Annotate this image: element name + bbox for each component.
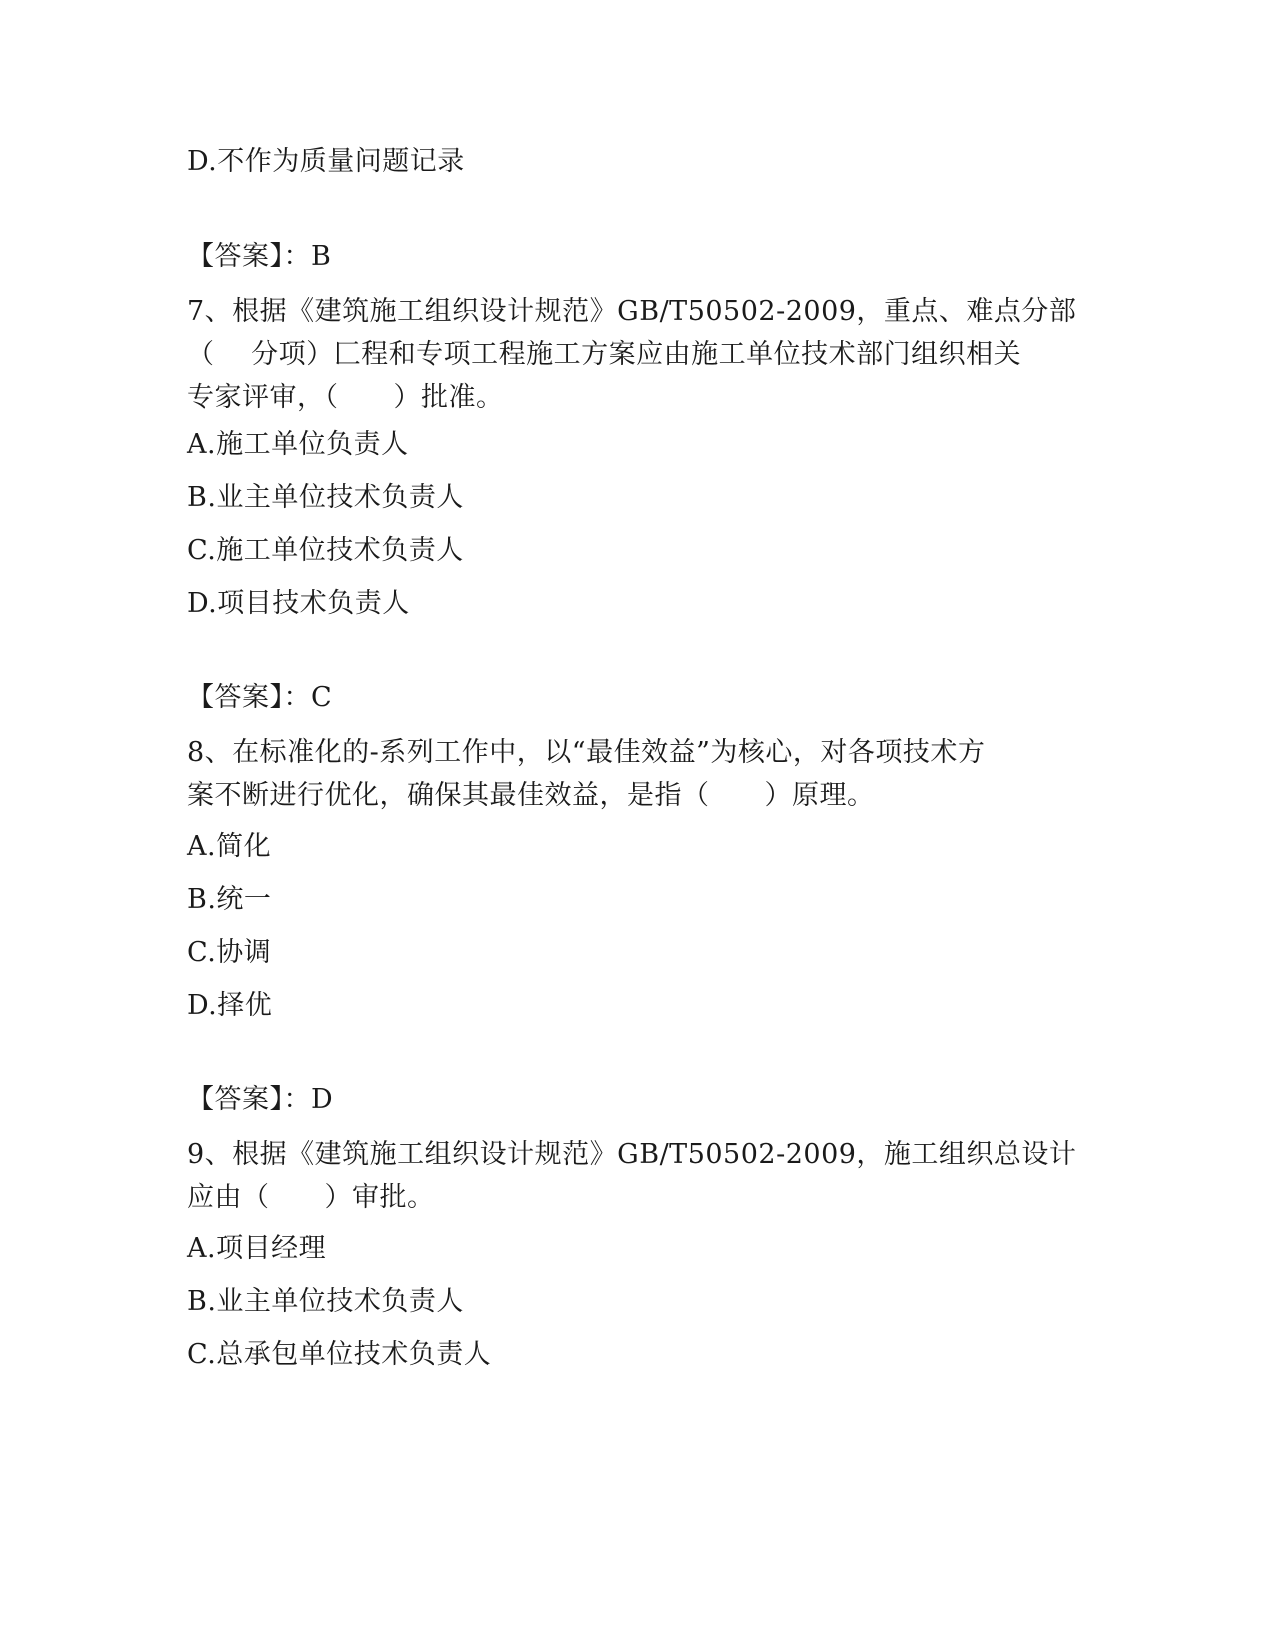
q8-question: [187, 731, 1087, 817]
q7-answer: 【答案】：C: [187, 682, 333, 713]
q9-line: 应由（ ）审批。: [187, 1182, 435, 1213]
q7-option-b: B.业主单位技术负责人: [187, 482, 464, 513]
q8-line: 8、在标准化的-系列工作中，以“最佳效益”为核心，对各项技术方: [187, 737, 986, 768]
q7-question: [187, 290, 1087, 419]
q9-option-b: B.业主单位技术负责人: [187, 1286, 464, 1317]
q7-option-c: C.施工单位技术负责人: [187, 535, 464, 566]
q8-answer: 【答案】：D: [187, 1084, 334, 1115]
q6-option-d: D.不作为质量问题记录: [187, 146, 465, 177]
q7-line: 7、根据《建筑施工组织设计规范》GB/T50502-2009，重点、难点分部: [187, 296, 1077, 327]
q9-option-a: A.项目经理: [187, 1233, 327, 1264]
q7-line: 专家评审，（ ）批准。: [187, 382, 504, 413]
q9-question: [187, 1133, 1087, 1219]
q7-line: （ 分项）匚程和专项工程施工方案应由施工单位技术部门组织相关: [187, 339, 1022, 370]
q8-option-b: B.统一: [187, 884, 272, 915]
q9-line: 9、根据《建筑施工组织设计规范》GB/T50502-2009，施工组织总设计: [187, 1139, 1077, 1170]
q6-answer: 【答案】：B: [187, 241, 332, 272]
q8-option-c: C.协调: [187, 937, 272, 968]
q7-option-a: A.施工单位负责人: [187, 429, 409, 460]
q8-line: 案不断进行优化，确保其最佳效益，是指（ ）原理。: [187, 780, 875, 811]
q9-option-c: C.总承包单位技术负责人: [187, 1339, 492, 1370]
q8-option-d: D.择优: [187, 990, 273, 1021]
q8-option-a: A.简化: [187, 831, 272, 862]
q7-option-d: D.项目技术负责人: [187, 588, 410, 619]
